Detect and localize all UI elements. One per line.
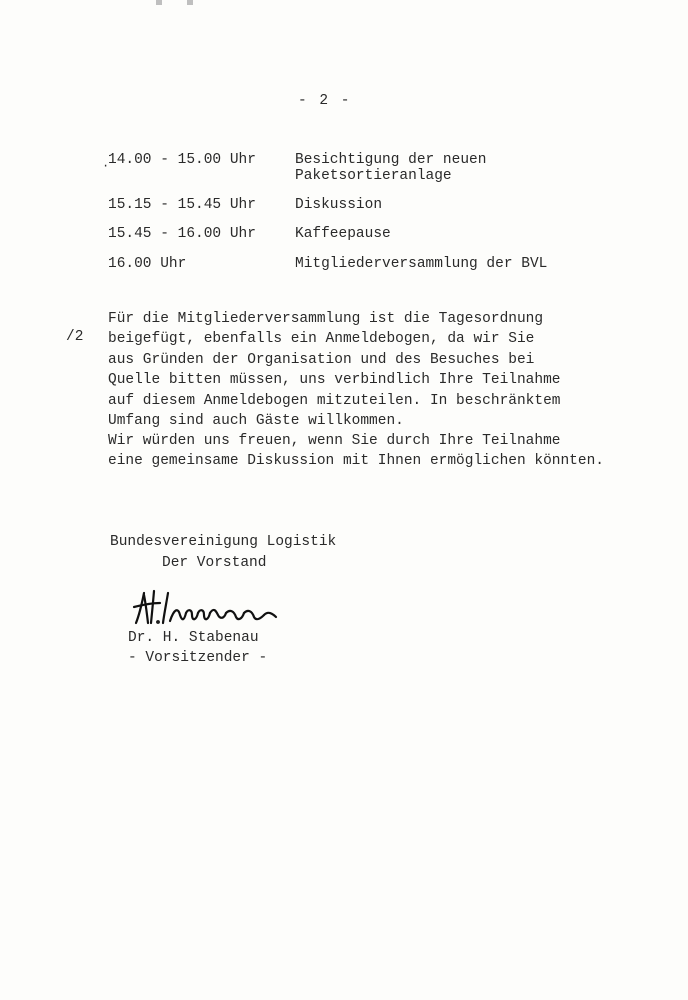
handwritten-signature <box>130 585 290 630</box>
agenda-description: Kaffeepause <box>295 226 391 242</box>
agenda-time: 15.45 - 16.00 Uhr <box>108 226 256 242</box>
agenda-time: 14.00 - 15.00 Uhr <box>108 152 256 168</box>
agenda-time: 16.00 Uhr <box>108 256 187 272</box>
page-number: - 2 - <box>298 93 352 109</box>
text-line: Für die Mitgliederversammlung ist die Tagesordnung <box>108 311 544 327</box>
text-line: aus Gründen der Organisation und des Besuches bei <box>108 351 535 368</box>
signer-name: Dr. H. Stabenau <box>128 630 259 646</box>
sender-board: Der Vorstand <box>162 555 267 571</box>
signer-role: - Vorsitzender - <box>128 650 268 666</box>
agenda-description: Mitgliederversammlung der BVL <box>295 256 548 272</box>
registration-paragraph <box>108 309 628 431</box>
text-line: auf diesem Anmeldebogen mitzuteilen. In beschränktem <box>108 392 561 409</box>
closing-paragraph <box>108 431 628 472</box>
agenda-description: Besichtigung der neuen Paketsortieranlage <box>295 152 487 184</box>
scan-mark <box>156 0 162 5</box>
scan-mark <box>187 0 193 5</box>
margin-reference: /2 <box>66 329 84 345</box>
text-line: Wir würden uns freuen, wenn Sie durch Ihre Teilnahme <box>108 433 561 449</box>
text-line: Quelle bitten müssen, uns verbindlich Ihre Teilnahme <box>108 372 561 389</box>
text-line: beigefügt, ebenfalls ein Anmeldebogen, da wir Sie <box>108 331 535 348</box>
text-line: Umfang sind auch Gäste willkommen. <box>108 413 404 430</box>
margin-dot: · <box>102 159 110 173</box>
sender-organization: Bundesvereinigung Logistik <box>110 534 337 550</box>
agenda-description: Diskussion <box>295 197 383 213</box>
agenda-time: 15.15 - 15.45 Uhr <box>108 197 256 213</box>
text-line: eine gemeinsame Diskussion mit Ihnen ermöglichen könnten. <box>108 453 604 470</box>
